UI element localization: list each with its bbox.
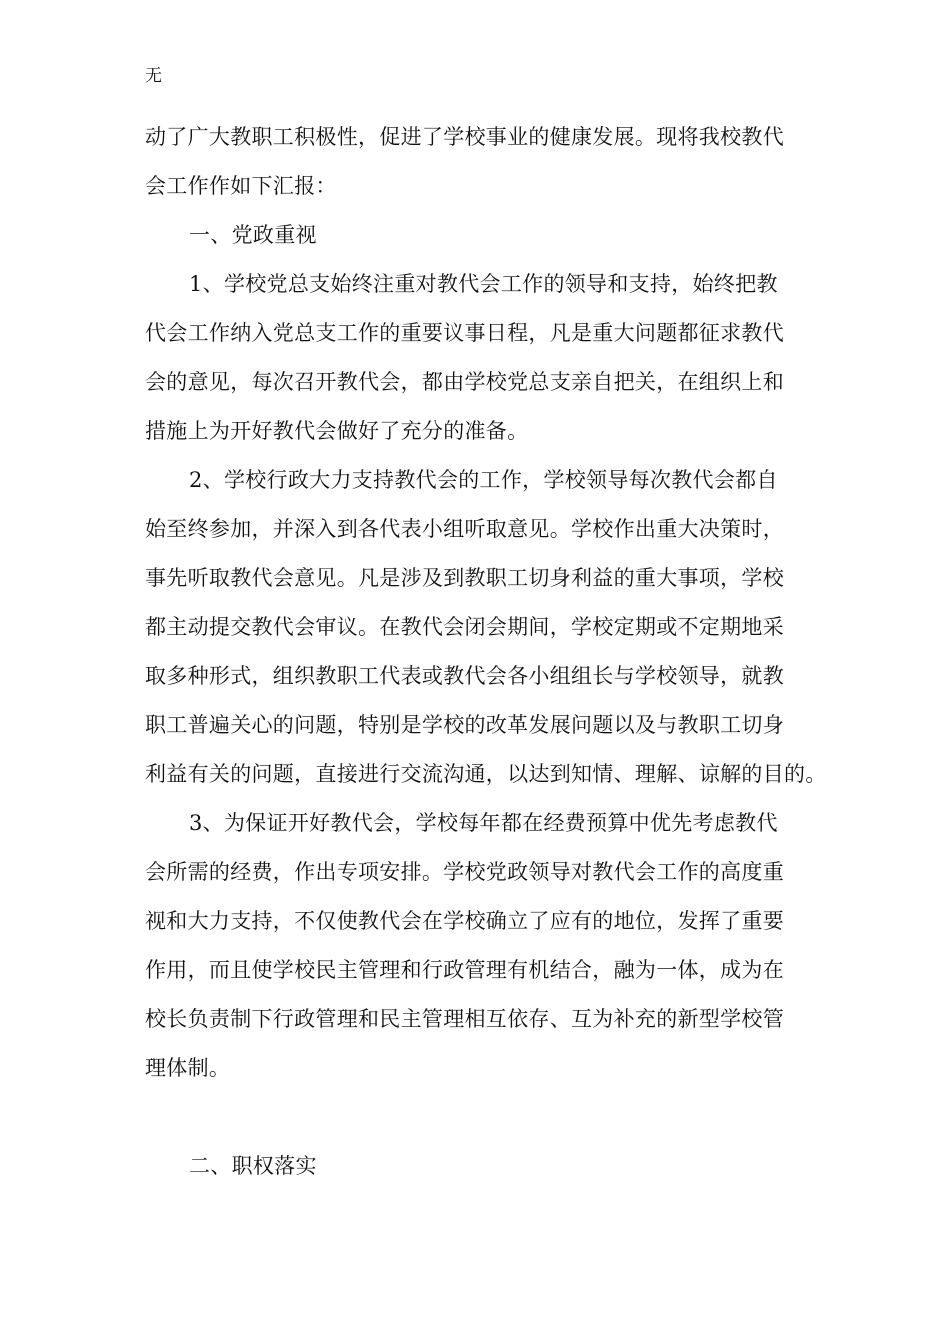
text-line: 利益有关的问题，直接进行交流沟通，以达到知情、理解、谅解的目的。 <box>145 762 827 786</box>
document-body <box>145 116 827 1194</box>
section-heading: 一、党政重视 <box>189 223 317 247</box>
text-line: 作用，而且使学校民主管理和行政管理有机结合，融为一体，成为在 <box>145 958 784 982</box>
text-line: 事先听取教代会意见。凡是涉及到教职工切身利益的重大事项，学校 <box>145 566 784 590</box>
text-line: 校长负责制下行政管理和民主管理相互依存、互为补充的新型学校管 <box>145 1007 784 1031</box>
section-heading: 二、职权落实 <box>189 1154 317 1178</box>
page-header: 无 <box>145 66 162 86</box>
text-line: 视和大力支持，不仅使教代会在学校确立了应有的地位，发挥了重要 <box>145 909 784 933</box>
text-line: 2、学校行政大力支持教代会的工作，学校领导每次教代会都自 <box>189 468 778 492</box>
text-line: 会工作作如下汇报： <box>145 174 337 198</box>
text-line: 3、为保证开好教代会，学校每年都在经费预算中优先考虑教代 <box>189 811 778 835</box>
text-line: 理体制。 <box>145 1056 231 1080</box>
text-line: 会的意见，每次召开教代会，都由学校党总支亲自把关，在组织上和 <box>145 370 784 394</box>
paragraph-gap <box>145 1096 815 1145</box>
text-line: 始至终参加，并深入到各代表小组听取意见。学校作出重大决策时， <box>145 517 784 541</box>
text-line: 都主动提交教代会审议。在教代会闭会期间，学校定期或不定期地采 <box>145 615 784 639</box>
text-line: 措施上为开好教代会做好了充分的准备。 <box>145 419 529 443</box>
text-line: 代会工作纳入党总支工作的重要议事日程，凡是重大问题都征求教代 <box>145 321 784 345</box>
text-line: 职工普遍关心的问题，特别是学校的改革发展问题以及与教职工切身 <box>145 713 784 737</box>
text-line: 1、学校党总支始终注重对教代会工作的领导和支持，始终把教 <box>189 272 778 296</box>
text-line: 动了广大教职工积极性，促进了学校事业的健康发展。现将我校教代 <box>145 125 784 149</box>
text-line: 会所需的经费，作出专项安排。学校党政领导对教代会工作的高度重 <box>145 860 784 884</box>
text-line: 取多种形式，组织教职工代表或教代会各小组组长与学校领导，就教 <box>145 664 784 688</box>
